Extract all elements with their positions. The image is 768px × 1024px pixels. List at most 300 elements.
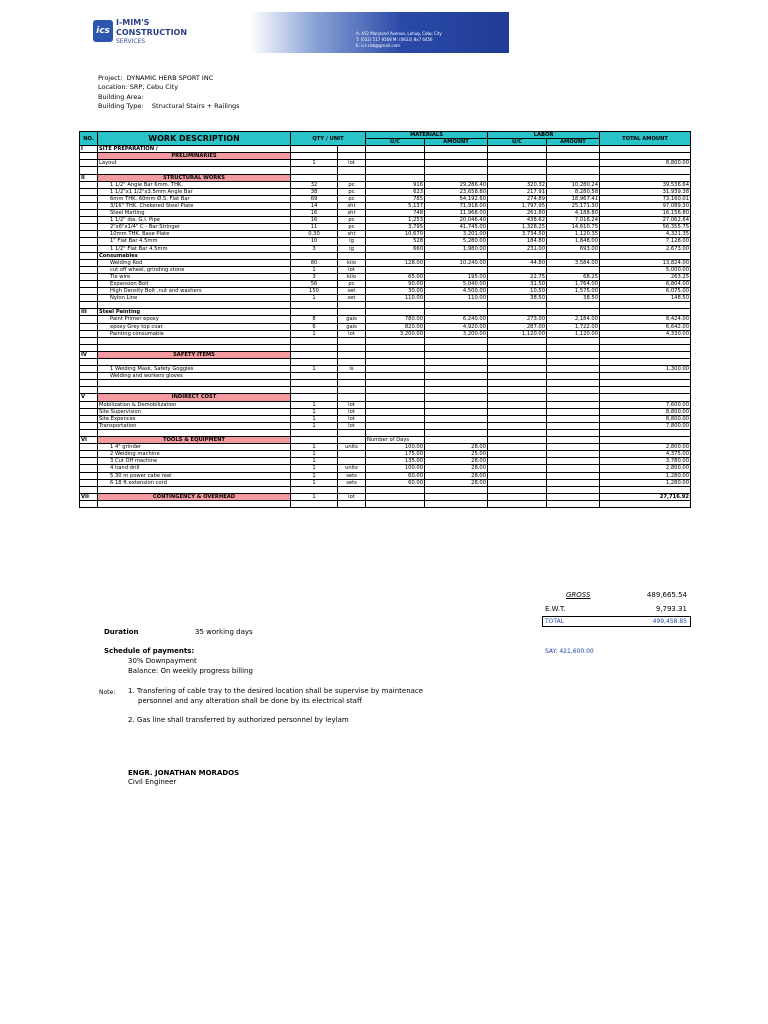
cell-qty: 32 bbox=[291, 181, 338, 188]
cell-qty: 1 bbox=[291, 401, 338, 408]
cell-unit: pc bbox=[338, 181, 366, 188]
cell-no bbox=[80, 323, 98, 330]
cell-lab-uc bbox=[488, 359, 547, 366]
cell-total: 7,600.00 bbox=[600, 401, 691, 408]
total-label: TOTAL bbox=[545, 618, 565, 625]
cell-mat-amount: 5,040.00 bbox=[425, 280, 488, 287]
cell-lab-amount: 1,764.00 bbox=[547, 280, 600, 287]
cell-qty bbox=[291, 167, 338, 174]
cell-no bbox=[80, 245, 98, 252]
cell-unit: kilo bbox=[338, 273, 366, 280]
cell-lab-uc bbox=[488, 444, 547, 451]
cell-unit: set bbox=[338, 295, 366, 302]
cell-lab-uc bbox=[488, 337, 547, 344]
cell-lab-amount: 8,280.58 bbox=[547, 188, 600, 195]
cell-mat-amount: 71,918.00 bbox=[425, 202, 488, 209]
cell-unit bbox=[338, 380, 366, 387]
cell-lab-amount bbox=[547, 493, 600, 500]
cell-total: 1,280.00 bbox=[600, 472, 691, 479]
cell-description: Welding and workers gloves bbox=[98, 373, 291, 380]
cell-no bbox=[80, 401, 98, 408]
cell-mat-uc bbox=[366, 422, 425, 429]
cell-no bbox=[80, 160, 98, 167]
cell-lab-amount: 18,967.41 bbox=[547, 195, 600, 202]
total-value: 499,458.85 bbox=[652, 618, 687, 625]
cell-no bbox=[80, 458, 98, 465]
cell-unit: pc bbox=[338, 224, 366, 231]
cell-no bbox=[80, 337, 98, 344]
cell-mat-amount bbox=[425, 266, 488, 273]
cell-mat-amount bbox=[425, 302, 488, 309]
table-row bbox=[80, 408, 691, 415]
cell-description: PRELIMINARIES bbox=[98, 153, 291, 160]
cell-qty bbox=[291, 309, 338, 316]
cell-qty: 1 bbox=[291, 366, 338, 373]
cell-lab-amount: 3,584.00 bbox=[547, 259, 600, 266]
cell-unit: lot bbox=[338, 408, 366, 415]
cell-description: Site Expences bbox=[98, 415, 291, 422]
cell-mat-uc: 90.00 bbox=[366, 280, 425, 287]
ewt-value: 9,793.31 bbox=[655, 605, 687, 613]
table-row bbox=[80, 217, 691, 224]
table-row bbox=[80, 210, 691, 217]
cell-no bbox=[80, 259, 98, 266]
cell-mat-uc bbox=[366, 252, 425, 259]
cell-mat-amount: 41,745.00 bbox=[425, 224, 488, 231]
cell-unit bbox=[338, 302, 366, 309]
cell-lab-uc: 38.50 bbox=[488, 295, 547, 302]
cell-total: 8,424.00 bbox=[600, 316, 691, 323]
cell-total: 13,824.00 bbox=[600, 259, 691, 266]
cell-lab-uc: 438.62 bbox=[488, 217, 547, 224]
cell-no bbox=[80, 422, 98, 429]
cell-mat-amount bbox=[425, 167, 488, 174]
cell-description: cut off wheel, grinding stone bbox=[98, 266, 291, 273]
table-row bbox=[80, 153, 691, 160]
cell-total bbox=[600, 486, 691, 493]
cell-total bbox=[600, 153, 691, 160]
table-row bbox=[80, 174, 691, 181]
table-row bbox=[80, 451, 691, 458]
say-amount: SAY: 421,600.00 bbox=[545, 648, 594, 655]
cell-description: Layout bbox=[98, 160, 291, 167]
cell-no bbox=[80, 472, 98, 479]
cell-unit bbox=[338, 429, 366, 436]
cell-qty: 1 bbox=[291, 295, 338, 302]
cell-lab-amount bbox=[547, 153, 600, 160]
cell-description: Transportation bbox=[98, 422, 291, 429]
cell-total bbox=[600, 373, 691, 380]
cell-mat-amount: 28.00 bbox=[425, 479, 488, 486]
cell-unit bbox=[338, 344, 366, 351]
cell-lab-amount bbox=[547, 444, 600, 451]
cell-lab-uc bbox=[488, 472, 547, 479]
cell-description: 1 1/2" Angle Bar 6mm. THK. bbox=[98, 181, 291, 188]
col-labor: LABOR bbox=[488, 132, 600, 139]
engineer-name: ENGR. JONATHAN MORADOS bbox=[128, 769, 240, 777]
cell-description: SITE PREPARATION / bbox=[98, 146, 291, 153]
cell-mat-amount: 4,920.00 bbox=[425, 323, 488, 330]
cell-mat-amount bbox=[425, 429, 488, 436]
cell-mat-uc: 3,795 bbox=[366, 224, 425, 231]
project-row bbox=[98, 74, 213, 82]
cell-description: 1 4" grinder bbox=[98, 444, 291, 451]
cell-lab-amount bbox=[547, 401, 600, 408]
cell-lab-amount bbox=[547, 437, 600, 444]
cell-mat-uc: 660 bbox=[366, 245, 425, 252]
cell-lab-uc bbox=[488, 451, 547, 458]
cell-mat-uc: 65.00 bbox=[366, 273, 425, 280]
cell-qty bbox=[291, 146, 338, 153]
cell-lab-uc bbox=[488, 500, 547, 507]
cell-qty: 3 bbox=[291, 273, 338, 280]
table-row bbox=[80, 323, 691, 330]
table-row bbox=[80, 146, 691, 153]
cell-total: 1,280.00 bbox=[600, 479, 691, 486]
cell-mat-uc bbox=[366, 500, 425, 507]
table-row bbox=[80, 359, 691, 366]
cell-no bbox=[80, 344, 98, 351]
project-label: Project: bbox=[98, 74, 123, 82]
cell-description: Tie wire bbox=[98, 273, 291, 280]
cell-mat-uc: 623 bbox=[366, 188, 425, 195]
cell-description: 3/16" THK. Chekered Steel Plate bbox=[98, 202, 291, 209]
cell-mat-uc bbox=[366, 309, 425, 316]
cell-lab-uc bbox=[488, 167, 547, 174]
cell-mat-uc: 10,670 bbox=[366, 231, 425, 238]
cell-total: 8,800.00 bbox=[600, 415, 691, 422]
cell-mat-amount bbox=[425, 500, 488, 507]
cell-unit: set bbox=[338, 288, 366, 295]
cell-qty: 11 bbox=[291, 224, 338, 231]
cell-mat-amount bbox=[425, 493, 488, 500]
cell-description: epoxy Grey top coat bbox=[98, 323, 291, 330]
cell-lab-uc bbox=[488, 401, 547, 408]
table-row bbox=[80, 188, 691, 195]
cell-description: Paint Primer epoxy bbox=[98, 316, 291, 323]
cell-unit: units bbox=[338, 444, 366, 451]
gross-value: 489,665.54 bbox=[646, 591, 687, 599]
cell-mat-amount: 5,280.00 bbox=[425, 238, 488, 245]
table-row bbox=[80, 500, 691, 507]
cell-mat-uc bbox=[366, 493, 425, 500]
cell-description: 3 Cut Off machine bbox=[98, 458, 291, 465]
cell-qty: 3 bbox=[291, 245, 338, 252]
table-row bbox=[80, 472, 691, 479]
cell-total: 2,800.00 bbox=[600, 465, 691, 472]
col-lab-uc: U/C bbox=[488, 139, 547, 146]
cell-lab-amount bbox=[547, 337, 600, 344]
cell-description: High Density Bolt ,nut and washers bbox=[98, 288, 291, 295]
table-row bbox=[80, 330, 691, 337]
cell-description: Expansion Bolt bbox=[98, 280, 291, 287]
cell-no: IV bbox=[80, 351, 98, 358]
cell-qty bbox=[291, 344, 338, 351]
cell-no bbox=[80, 238, 98, 245]
cell-qty: 16 bbox=[291, 217, 338, 224]
cell-mat-uc: 785 bbox=[366, 195, 425, 202]
cell-lab-amount bbox=[547, 472, 600, 479]
cell-mat-uc bbox=[366, 167, 425, 174]
cell-unit: gals bbox=[338, 316, 366, 323]
cell-lab-amount: 1,848.00 bbox=[547, 238, 600, 245]
cell-description bbox=[98, 486, 291, 493]
cell-qty bbox=[291, 302, 338, 309]
cell-mat-uc: 60.00 bbox=[366, 479, 425, 486]
cell-mat-amount bbox=[425, 153, 488, 160]
cell-lab-uc: 273.00 bbox=[488, 316, 547, 323]
table-row bbox=[80, 266, 691, 273]
cell-mat-amount bbox=[425, 174, 488, 181]
cell-total: 39,536.64 bbox=[600, 181, 691, 188]
table-row bbox=[80, 252, 691, 259]
cell-description: Site Supervision bbox=[98, 408, 291, 415]
cell-lab-amount bbox=[547, 146, 600, 153]
cell-lab-amount: 1,120.00 bbox=[547, 330, 600, 337]
cell-total bbox=[600, 302, 691, 309]
cell-lab-uc bbox=[488, 351, 547, 358]
cell-mat-uc bbox=[366, 351, 425, 358]
cell-mat-amount bbox=[425, 366, 488, 373]
cell-unit bbox=[338, 309, 366, 316]
cell-total bbox=[600, 380, 691, 387]
cell-total: 4,375.00 bbox=[600, 451, 691, 458]
table-row bbox=[80, 394, 691, 401]
table-row bbox=[80, 373, 691, 380]
cell-qty: 10 bbox=[291, 238, 338, 245]
cell-lab-amount bbox=[547, 302, 600, 309]
cell-lab-amount bbox=[547, 408, 600, 415]
cell-qty bbox=[291, 380, 338, 387]
cell-lab-amount bbox=[547, 422, 600, 429]
table-row bbox=[80, 224, 691, 231]
cell-qty bbox=[291, 486, 338, 493]
table-row bbox=[80, 309, 691, 316]
cell-lab-amount bbox=[547, 373, 600, 380]
cell-unit bbox=[338, 252, 366, 259]
cell-unit: kilo bbox=[338, 259, 366, 266]
cell-total bbox=[600, 174, 691, 181]
cell-no bbox=[80, 188, 98, 195]
cell-lab-amount: 2,184.00 bbox=[547, 316, 600, 323]
cell-qty bbox=[291, 359, 338, 366]
table-row bbox=[80, 458, 691, 465]
col-lab-amount: AMOUNT bbox=[547, 139, 600, 146]
cell-mat-uc bbox=[366, 408, 425, 415]
cell-total bbox=[600, 146, 691, 153]
cell-no bbox=[80, 217, 98, 224]
cell-no bbox=[80, 444, 98, 451]
table-row bbox=[80, 245, 691, 252]
cell-mat-amount bbox=[425, 359, 488, 366]
cell-total bbox=[600, 337, 691, 344]
cell-mat-uc bbox=[366, 429, 425, 436]
cell-no bbox=[80, 408, 98, 415]
area-row bbox=[98, 93, 144, 101]
cell-total bbox=[600, 437, 691, 444]
table-row bbox=[80, 422, 691, 429]
gross-label: GROSS bbox=[566, 591, 591, 599]
cell-lab-uc: 10.50 bbox=[488, 288, 547, 295]
cell-unit: lg bbox=[338, 238, 366, 245]
cell-mat-amount: 28.00 bbox=[425, 472, 488, 479]
table-row bbox=[80, 444, 691, 451]
cell-total: 7,800.00 bbox=[600, 422, 691, 429]
cell-total: 263.25 bbox=[600, 273, 691, 280]
cell-unit bbox=[338, 451, 366, 458]
cell-lab-uc bbox=[488, 344, 547, 351]
cell-unit: lot bbox=[338, 266, 366, 273]
cell-mat-amount bbox=[425, 344, 488, 351]
cell-description bbox=[98, 359, 291, 366]
cell-mat-uc bbox=[366, 344, 425, 351]
cell-total: 5,000.00 bbox=[600, 266, 691, 273]
cell-mat-amount bbox=[425, 309, 488, 316]
cell-description bbox=[98, 387, 291, 394]
cell-mat-amount bbox=[425, 486, 488, 493]
cell-no bbox=[80, 224, 98, 231]
cell-lab-amount: 1,575.00 bbox=[547, 288, 600, 295]
table-row bbox=[80, 401, 691, 408]
cell-unit bbox=[338, 153, 366, 160]
cell-no bbox=[80, 288, 98, 295]
company-name-line1: I-MIM'S bbox=[116, 18, 150, 27]
cell-lab-uc bbox=[488, 394, 547, 401]
cell-mat-amount bbox=[425, 415, 488, 422]
table-row bbox=[80, 302, 691, 309]
cell-mat-uc bbox=[366, 486, 425, 493]
project-value: DYNAMIC HERB SPORT INC bbox=[126, 74, 214, 82]
cell-no bbox=[80, 153, 98, 160]
cell-lab-uc: 44.80 bbox=[488, 259, 547, 266]
col-work-description: WORK DESCRIPTION bbox=[98, 132, 291, 146]
cell-description: Steel Painting bbox=[98, 309, 291, 316]
table-row bbox=[80, 195, 691, 202]
location-row bbox=[98, 83, 178, 91]
cell-mat-uc: 748 bbox=[366, 210, 425, 217]
table-row bbox=[80, 280, 691, 287]
cell-lab-uc: 31.50 bbox=[488, 280, 547, 287]
cell-lab-amount bbox=[547, 351, 600, 358]
cell-unit: sht bbox=[338, 231, 366, 238]
cell-mat-uc: 135.00 bbox=[366, 458, 425, 465]
cell-lab-uc bbox=[488, 174, 547, 181]
cell-mat-amount bbox=[425, 380, 488, 387]
cell-mat-uc: 528 bbox=[366, 238, 425, 245]
cell-description bbox=[98, 500, 291, 507]
table-row bbox=[80, 366, 691, 373]
note-label: Note: bbox=[99, 689, 116, 696]
cell-no bbox=[80, 486, 98, 493]
cell-lab-amount bbox=[547, 429, 600, 436]
company-name-line3: SERVICES bbox=[116, 38, 146, 45]
cell-total bbox=[600, 500, 691, 507]
cell-unit: sht bbox=[338, 202, 366, 209]
cell-no bbox=[80, 366, 98, 373]
cell-lab-amount bbox=[547, 174, 600, 181]
cell-qty: 1 bbox=[291, 465, 338, 472]
cell-description: Painting consumable bbox=[98, 330, 291, 337]
cell-unit: sets bbox=[338, 479, 366, 486]
cell-total: 56,355.75 bbox=[600, 224, 691, 231]
cell-unit: lot bbox=[338, 401, 366, 408]
cell-unit bbox=[338, 146, 366, 153]
cell-lab-amount bbox=[547, 380, 600, 387]
cell-unit: pc bbox=[338, 188, 366, 195]
cell-mat-uc: 30.00 bbox=[366, 288, 425, 295]
cell-mat-amount bbox=[425, 437, 488, 444]
cell-lab-amount bbox=[547, 500, 600, 507]
cell-unit bbox=[338, 351, 366, 358]
cell-lab-amount: 25,171.30 bbox=[547, 202, 600, 209]
note-2: 2. Gas line shall transferred by authorized personnel by leylam bbox=[128, 716, 349, 724]
cell-description: Welding Rod bbox=[98, 259, 291, 266]
cell-mat-amount: 28.00 bbox=[425, 458, 488, 465]
cell-description bbox=[98, 302, 291, 309]
table-row bbox=[80, 181, 691, 188]
cell-lab-amount: 1,120.35 bbox=[547, 231, 600, 238]
downpayment: 30% Downpayment bbox=[128, 657, 197, 665]
cell-no: VI bbox=[80, 437, 98, 444]
cell-mat-amount bbox=[425, 394, 488, 401]
cell-total: 2,673.00 bbox=[600, 245, 691, 252]
cell-unit: pc bbox=[338, 280, 366, 287]
col-no: NO. bbox=[80, 132, 98, 146]
table-row bbox=[80, 160, 691, 167]
cell-lab-uc bbox=[488, 493, 547, 500]
cell-no: V bbox=[80, 394, 98, 401]
cell-mat-amount bbox=[425, 146, 488, 153]
cell-qty: 1 bbox=[291, 472, 338, 479]
cell-description: TOOLS & EQUIPMENT bbox=[98, 437, 291, 444]
cell-mat-amount: 23,658.80 bbox=[425, 188, 488, 195]
cell-lab-uc: 1,328.25 bbox=[488, 224, 547, 231]
cell-no bbox=[80, 330, 98, 337]
cell-qty: 16 bbox=[291, 210, 338, 217]
cell-mat-amount: 28.00 bbox=[425, 465, 488, 472]
col-materials: MATERIALS bbox=[366, 132, 488, 139]
table-row bbox=[80, 238, 691, 245]
cell-description bbox=[98, 380, 291, 387]
cell-qty bbox=[291, 174, 338, 181]
cell-total: 6,642.00 bbox=[600, 323, 691, 330]
cell-lab-uc: 184.80 bbox=[488, 238, 547, 245]
cell-lab-uc: 1,120.00 bbox=[488, 330, 547, 337]
cell-mat-amount: 28.00 bbox=[425, 444, 488, 451]
type-value: Structural Stairs + Railings bbox=[151, 102, 240, 110]
cell-total bbox=[600, 387, 691, 394]
table-row bbox=[80, 273, 691, 280]
cell-lab-uc: 287.00 bbox=[488, 323, 547, 330]
cell-no bbox=[80, 465, 98, 472]
cell-no bbox=[80, 195, 98, 202]
cell-lab-uc bbox=[488, 387, 547, 394]
engineer-title: Civil Engineer bbox=[128, 778, 177, 786]
cell-mat-uc bbox=[366, 366, 425, 373]
cell-no bbox=[80, 316, 98, 323]
cell-mat-amount bbox=[425, 387, 488, 394]
cell-lab-amount: 4,188.80 bbox=[547, 210, 600, 217]
cell-description: INDIRECT COST bbox=[98, 394, 291, 401]
cell-mat-amount: 54,192.60 bbox=[425, 195, 488, 202]
cell-qty bbox=[291, 337, 338, 344]
cell-unit bbox=[338, 394, 366, 401]
cell-qty: 1 bbox=[291, 422, 338, 429]
cell-no: II bbox=[80, 174, 98, 181]
cell-mat-uc: 110.00 bbox=[366, 295, 425, 302]
cell-total: 27,062.64 bbox=[600, 217, 691, 224]
cell-mat-amount: 3,200.00 bbox=[425, 330, 488, 337]
